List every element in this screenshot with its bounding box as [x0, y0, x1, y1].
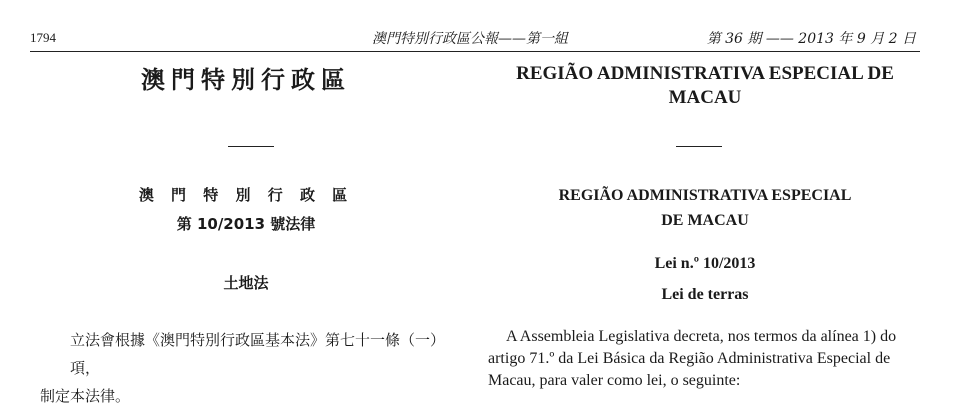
- pt-issuer: [478, 183, 932, 233]
- pt-region-title: REGIÃO ADMINISTRATIVA ESPECIAL DE MACAU: [516, 63, 894, 108]
- zh-preamble-line2: 制定本法律。: [40, 387, 131, 405]
- pt-separator: [676, 146, 722, 147]
- page-number: 1794: [30, 30, 56, 45]
- pt-law-name: Lei de terras: [661, 286, 749, 303]
- pt-preamble-line3: Macau, para valer como lei, o seguinte:: [488, 372, 741, 389]
- gazette-title: 澳門特別行政區公報——第一組: [372, 31, 568, 47]
- pt-issuer-line1: REGIÃO ADMINISTRATIVA ESPECIAL: [558, 187, 852, 204]
- issue-date: 第 36 期 —— 2013 年 9 月 2 日: [706, 31, 916, 47]
- pt-law-number: Lei n.º 10/2013: [654, 255, 756, 272]
- header-divider: [30, 51, 920, 52]
- zh-region-title: 澳門特別行政區: [141, 66, 351, 94]
- zh-issuer: 澳 門 特 別 行 政 區: [138, 186, 354, 204]
- zh-separator: [228, 146, 274, 147]
- pt-issuer-line2: DE MACAU: [661, 212, 749, 229]
- zh-law-name: 土地法: [223, 274, 269, 292]
- zh-preamble-line1: 立法會根據《澳門特別行政區基本法》第七十一條（一）項，: [70, 331, 446, 377]
- pt-preamble-line1: A Assembleia Legislativa decreta, nos termos da alínea 1) do: [506, 328, 897, 345]
- pt-preamble-line2: artigo 71.º da Lei Básica da Região Administrativa Especial de: [488, 350, 891, 367]
- zh-law-number: 第 10/2013 號法律: [176, 215, 316, 233]
- pt-preamble: [488, 326, 918, 392]
- zh-preamble: [40, 326, 466, 410]
